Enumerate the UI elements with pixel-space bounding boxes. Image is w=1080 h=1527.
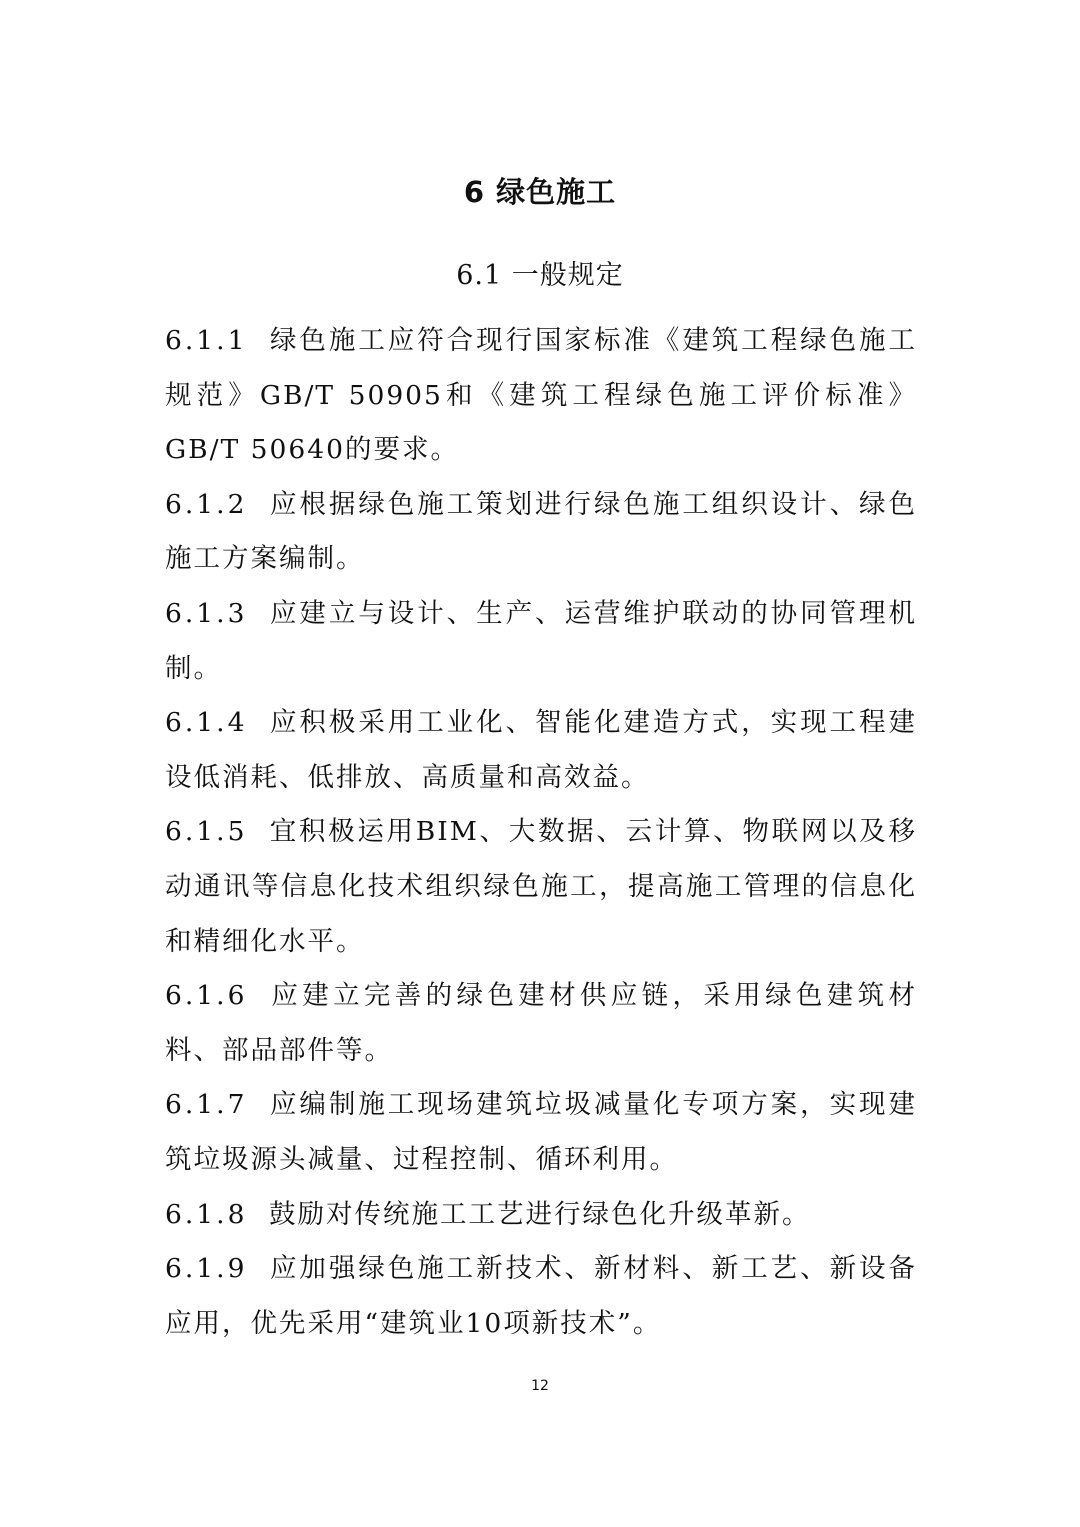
- clause-6-1-1: [165, 314, 917, 478]
- clause-text: 应根据绿色施工策划进行绿色施工组织设计、绿色施工方案编制。: [165, 488, 917, 575]
- clause-number: 6.1.2: [165, 488, 248, 520]
- clause-list: [165, 314, 917, 1351]
- clause-text: 应加强绿色施工新技术、新材料、新工艺、新设备应用，优先采用“建筑业10项新技术”。: [165, 1253, 917, 1339]
- section-title: 6.1 一般规定: [456, 260, 624, 291]
- clause-number: 6.1.1: [165, 325, 248, 356]
- clause-6-1-7: [165, 1078, 917, 1187]
- clause-text: 宜积极运用BIM、大数据、云计算、物联网以及移动通讯等信息化技术组织绿色施工，提高施工管理的信息化和精细化水平。: [165, 816, 917, 957]
- clause-number: 6.1.8: [165, 1198, 248, 1230]
- clause-6-1-6: [165, 969, 917, 1078]
- clause-number: 6.1.6: [165, 980, 248, 1012]
- clause-6-1-9: [165, 1242, 917, 1351]
- clause-number: 6.1.5: [165, 816, 248, 848]
- clause-text: 绿色施工应符合现行国家标准《建筑工程绿色施工规范》GB/T 50905和《建筑工程绿色施工评价标准》GB/T 50640的要求。: [165, 325, 917, 466]
- clause-number: 6.1.9: [165, 1253, 248, 1285]
- clause-6-1-3: [165, 587, 917, 696]
- clause-text: 应建立与设计、生产、运营维护联动的协同管理机制。: [165, 597, 917, 684]
- clause-text: 鼓励对传统施工工艺进行绿色化升级革新。: [269, 1198, 811, 1230]
- clause-number: 6.1.3: [165, 597, 248, 629]
- clause-number: 6.1.7: [165, 1089, 248, 1121]
- clause-6-1-2: [165, 478, 917, 587]
- clause-text: 应编制施工现场建筑垃圾减量化专项方案，实现建筑垃圾源头减量、过程控制、循环利用。: [165, 1089, 917, 1175]
- chapter-title: 6 绿色施工: [463, 175, 617, 209]
- clause-text: 应建立完善的绿色建材供应链，采用绿色建筑材料、部品部件等。: [165, 980, 917, 1066]
- clause-6-1-8: [165, 1188, 917, 1243]
- clause-6-1-4: [165, 696, 917, 805]
- page-number: 12: [531, 1378, 549, 1394]
- clause-text: 应积极采用工业化、智能化建造方式，实现工程建设低消耗、低排放、高质量和高效益。: [165, 707, 917, 793]
- clause-number: 6.1.4: [165, 707, 248, 739]
- clause-6-1-5: [165, 805, 917, 969]
